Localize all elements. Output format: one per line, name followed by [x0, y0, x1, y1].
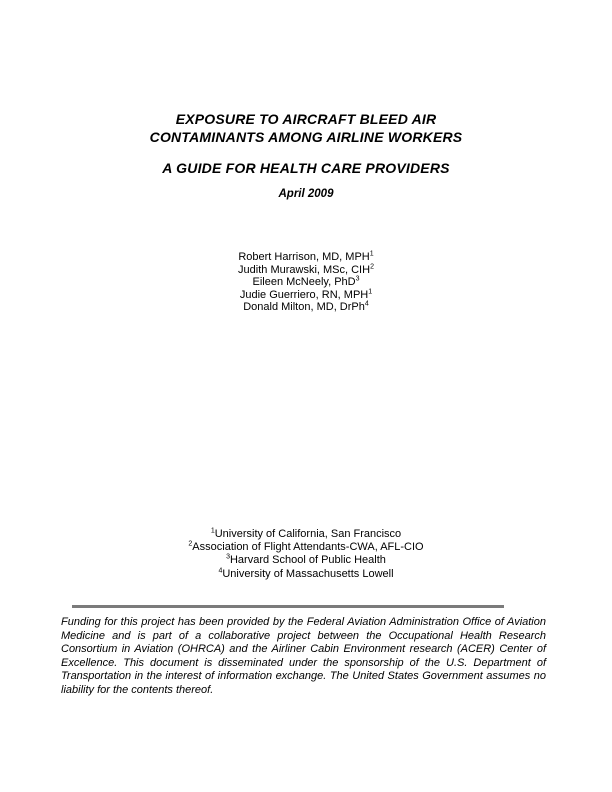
affiliation-line	[0, 554, 612, 567]
author-name: Robert Harrison, MD, MPH	[238, 251, 370, 263]
affiliation-line	[0, 541, 612, 554]
author-line	[0, 301, 612, 314]
affiliation-list	[0, 528, 612, 581]
publication-date: April 2009	[278, 188, 334, 200]
author-name: Donald Milton, MD, DrPh	[243, 301, 365, 313]
author-affiliation-superscript: 1	[368, 287, 373, 295]
document-subtitle: A GUIDE FOR HEALTH CARE PROVIDERS	[162, 160, 450, 176]
affiliation-superscript: 1	[210, 527, 215, 535]
title-line-1: EXPOSURE TO AIRCRAFT BLEED AIR	[175, 111, 437, 127]
separator-rule	[72, 605, 504, 608]
affiliation-text: University of California, San Francisco	[214, 528, 402, 540]
affiliation-superscript: 4	[218, 566, 223, 574]
affiliation-superscript: 3	[226, 553, 230, 561]
funding-disclaimer: Funding for this project has been provided by the Federal Aviation Administration Office of Aviation Medicine and is part of a collaborative project between the Occupational Health Research Consortium in Aviation (OHRCA) and the Airliner Cabin Environment research (ACER) Center of Excellence. This document is disseminated under the sponsorship of the U.S. Department of Transportation in the interest of information exchange. The United States Government assumes no liability for the contents thereof.	[61, 616, 546, 696]
author-line	[0, 251, 612, 264]
author-name: Judie Guerriero, RN, MPH	[239, 288, 369, 301]
author-line	[0, 289, 612, 302]
document-title	[0, 110, 612, 146]
affiliation-text: Association of Flight Attendants-CWA, AFL-CIO	[192, 541, 424, 554]
author-affiliation-superscript: 1	[369, 250, 374, 258]
author-name: Eileen McNeely, PhD	[252, 276, 356, 288]
author-line	[0, 276, 612, 289]
author-name: Judith Murawski, MSc, CIH	[238, 263, 371, 276]
affiliation-text: University of Massachusetts Lowell	[222, 567, 394, 580]
author-affiliation-superscript: 4	[364, 300, 369, 308]
author-line	[0, 264, 612, 277]
affiliation-text: Harvard School of Public Health	[229, 554, 386, 567]
affiliation-line	[0, 528, 612, 541]
author-list	[0, 251, 612, 314]
title-line-2: CONTAMINANTS AMONG AIRLINE WORKERS	[149, 129, 463, 145]
author-affiliation-superscript: 3	[355, 275, 360, 283]
affiliation-superscript: 2	[188, 540, 193, 548]
author-affiliation-superscript: 2	[370, 262, 374, 270]
affiliation-line	[0, 568, 612, 581]
